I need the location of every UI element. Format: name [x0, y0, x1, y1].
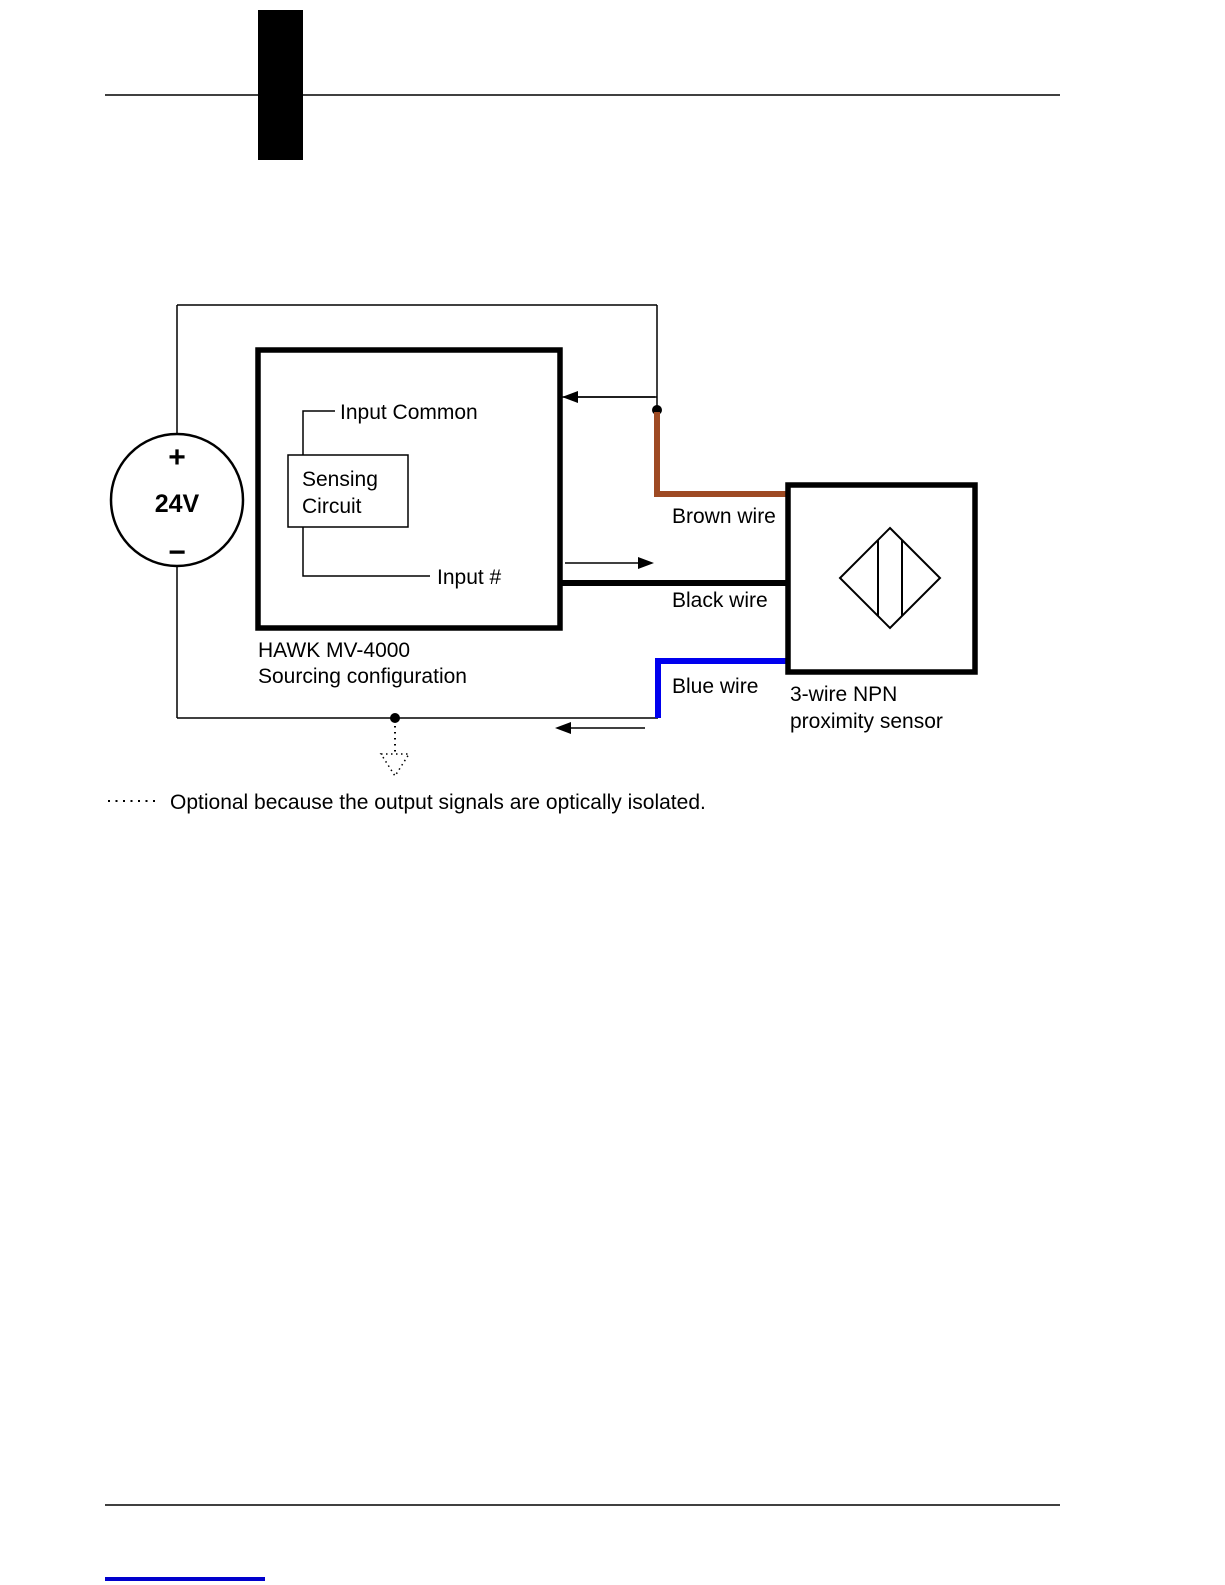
- input-common-label: Input Common: [340, 401, 478, 424]
- input-number-label: Input #: [437, 566, 502, 589]
- sensing-circuit-label-line2: Circuit: [302, 495, 362, 518]
- sensor-caption-line2: proximity sensor: [790, 710, 943, 733]
- brown-wire: [657, 412, 790, 494]
- sensor-caption-line1: 3-wire NPN: [790, 683, 898, 706]
- footer-link[interactable]: [105, 1577, 265, 1581]
- hawk-caption-line1: HAWK MV-4000: [258, 639, 411, 662]
- black-wire-label: Black wire: [672, 589, 768, 612]
- blue-wire-label: Blue wire: [672, 675, 759, 698]
- junction-dot-bottom: [390, 713, 400, 723]
- power-plus-label: +: [168, 441, 186, 474]
- optional-note-text: Optional because the output signals are optically isolated.: [170, 791, 706, 814]
- hawk-caption-line2: Sourcing configuration: [258, 665, 467, 688]
- arrow-right-middle-icon: [565, 557, 654, 569]
- chapter-tab-bar: [258, 10, 303, 160]
- brown-wire-label: Brown wire: [672, 505, 776, 528]
- sensor-box: [788, 485, 975, 672]
- dotted-down-arrow-icon: [381, 726, 409, 776]
- power-voltage-label: 24V: [154, 490, 200, 518]
- arrow-left-bottom-icon: [555, 722, 645, 734]
- sensing-circuit-label-line1: Sensing: [302, 468, 378, 491]
- arrow-left-top-icon: [562, 391, 655, 403]
- power-minus-label: −: [168, 536, 186, 569]
